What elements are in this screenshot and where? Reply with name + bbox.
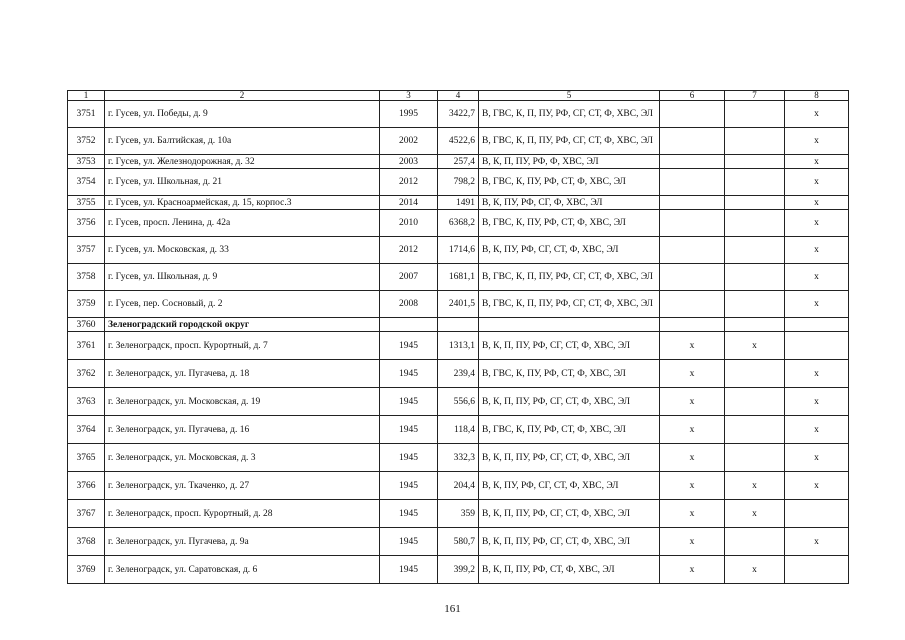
col8-cell: х: [785, 169, 849, 196]
systems-cell: В, К, ПУ, РФ, СГ, Ф, ХВС, ЭЛ: [479, 196, 660, 210]
col7-cell: [725, 360, 785, 388]
col8-cell: х: [785, 528, 849, 556]
systems-cell: В, ГВС, К, ПУ, РФ, СТ, Ф, ХВС, ЭЛ: [479, 169, 660, 196]
col7-cell: [725, 291, 785, 318]
row-number: 3769: [68, 556, 105, 584]
systems-cell: В, ГВС, К, П, ПУ, РФ, СГ, СТ, Ф, ХВС, ЭЛ: [479, 128, 660, 155]
systems-cell: В, ГВС, К, ПУ, РФ, СТ, Ф, ХВС, ЭЛ: [479, 416, 660, 444]
header-cell-1: 1: [68, 91, 105, 101]
table-row: [68, 291, 849, 318]
systems-cell: [479, 318, 660, 332]
address-cell: г. Зеленоградск, просп. Курортный, д. 28: [105, 500, 380, 528]
header-cell-4: 4: [438, 91, 479, 101]
year-cell: 2014: [380, 196, 438, 210]
row-number: 3763: [68, 388, 105, 416]
col7-cell: х: [725, 500, 785, 528]
header-row: [68, 91, 849, 101]
address-cell: г. Гусев, ул. Железнодорожная, д. 32: [105, 155, 380, 169]
address-cell: г. Гусев, ул. Балтийская, д. 10а: [105, 128, 380, 155]
row-number: 3756: [68, 210, 105, 237]
row-number: 3762: [68, 360, 105, 388]
row-number: 3766: [68, 472, 105, 500]
address-cell: г. Гусев, ул. Московская, д. 33: [105, 237, 380, 264]
header-cell-2: 2: [105, 91, 380, 101]
area-cell: 580,7: [438, 528, 479, 556]
address-cell: Зеленоградский городской округ: [105, 318, 380, 332]
col8-cell: х: [785, 360, 849, 388]
page-number: 161: [444, 603, 461, 615]
col6-cell: х: [660, 528, 725, 556]
systems-cell: В, К, П, ПУ, РФ, СГ, СТ, Ф, ХВС, ЭЛ: [479, 444, 660, 472]
table-row: [68, 472, 849, 500]
col7-cell: [725, 155, 785, 169]
area-cell: 1681,1: [438, 264, 479, 291]
systems-cell: В, К, П, ПУ, РФ, СГ, СТ, Ф, ХВС, ЭЛ: [479, 500, 660, 528]
table-row: [68, 416, 849, 444]
table-row: [68, 210, 849, 237]
col8-cell: х: [785, 291, 849, 318]
year-cell: 1945: [380, 444, 438, 472]
col7-cell: х: [725, 556, 785, 584]
row-number: 3759: [68, 291, 105, 318]
row-number: 3765: [68, 444, 105, 472]
col8-cell: [785, 318, 849, 332]
col6-cell: х: [660, 332, 725, 360]
area-cell: 798,2: [438, 169, 479, 196]
year-cell: 1945: [380, 528, 438, 556]
row-number: 3761: [68, 332, 105, 360]
section-row: [68, 318, 849, 332]
systems-cell: В, К, П, ПУ, РФ, СГ, СТ, Ф, ХВС, ЭЛ: [479, 528, 660, 556]
col6-cell: х: [660, 388, 725, 416]
area-cell: 4522,6: [438, 128, 479, 155]
area-cell: [438, 318, 479, 332]
col6-cell: [660, 128, 725, 155]
year-cell: 2002: [380, 128, 438, 155]
col7-cell: х: [725, 332, 785, 360]
area-cell: 257,4: [438, 155, 479, 169]
address-cell: г. Зеленоградск, ул. Московская, д. 19: [105, 388, 380, 416]
header-cell-5: 5: [479, 91, 660, 101]
area-cell: 359: [438, 500, 479, 528]
col8-cell: х: [785, 210, 849, 237]
systems-cell: В, К, ПУ, РФ, СГ, СТ, Ф, ХВС, ЭЛ: [479, 237, 660, 264]
row-number: 3751: [68, 101, 105, 128]
systems-cell: В, К, П, ПУ, РФ, СГ, СТ, Ф, ХВС, ЭЛ: [479, 332, 660, 360]
col7-cell: [725, 210, 785, 237]
year-cell: 1945: [380, 472, 438, 500]
year-cell: 2012: [380, 169, 438, 196]
table-row: [68, 528, 849, 556]
year-cell: 1945: [380, 416, 438, 444]
col6-cell: [660, 169, 725, 196]
col7-cell: х: [725, 472, 785, 500]
systems-cell: В, ГВС, К, ПУ, РФ, СТ, Ф, ХВС, ЭЛ: [479, 210, 660, 237]
col6-cell: х: [660, 556, 725, 584]
address-cell: г. Гусев, ул. Победы, д. 9: [105, 101, 380, 128]
col6-cell: [660, 196, 725, 210]
table-row: [68, 388, 849, 416]
table-row: [68, 128, 849, 155]
col6-cell: [660, 264, 725, 291]
table-row: [68, 196, 849, 210]
address-cell: г. Зеленоградск, ул. Саратовская, д. 6: [105, 556, 380, 584]
col8-cell: х: [785, 472, 849, 500]
area-cell: 239,4: [438, 360, 479, 388]
header-cell-6: 6: [660, 91, 725, 101]
row-number: 3755: [68, 196, 105, 210]
row-number: 3754: [68, 169, 105, 196]
row-number: 3767: [68, 500, 105, 528]
header-cell-3: 3: [380, 91, 438, 101]
row-number: 3757: [68, 237, 105, 264]
address-cell: г. Гусев, пер. Сосновый, д. 2: [105, 291, 380, 318]
col8-cell: х: [785, 416, 849, 444]
col8-cell: [785, 556, 849, 584]
address-cell: г. Гусев, просп. Ленина, д. 42а: [105, 210, 380, 237]
col6-cell: х: [660, 360, 725, 388]
area-cell: 3422,7: [438, 101, 479, 128]
year-cell: 1945: [380, 388, 438, 416]
year-cell: 1945: [380, 332, 438, 360]
address-cell: г. Зеленоградск, ул. Пугачева, д. 9а: [105, 528, 380, 556]
col8-cell: х: [785, 237, 849, 264]
systems-cell: В, ГВС, К, ПУ, РФ, СТ, Ф, ХВС, ЭЛ: [479, 360, 660, 388]
area-cell: 399,2: [438, 556, 479, 584]
row-number: 3760: [68, 318, 105, 332]
col6-cell: [660, 291, 725, 318]
table-row: [68, 101, 849, 128]
area-cell: 332,3: [438, 444, 479, 472]
header-cell-7: 7: [725, 91, 785, 101]
col7-cell: [725, 237, 785, 264]
address-cell: г. Зеленоградск, ул. Московская, д. 3: [105, 444, 380, 472]
row-number: 3752: [68, 128, 105, 155]
area-cell: 1313,1: [438, 332, 479, 360]
address-cell: г. Зеленоградск, ул. Пугачева, д. 16: [105, 416, 380, 444]
col7-cell: [725, 444, 785, 472]
col8-cell: [785, 500, 849, 528]
area-cell: 1491: [438, 196, 479, 210]
row-number: 3768: [68, 528, 105, 556]
address-cell: г. Зеленоградск, просп. Курортный, д. 7: [105, 332, 380, 360]
col7-cell: [725, 416, 785, 444]
systems-cell: В, ГВС, К, П, ПУ, РФ, СГ, СТ, Ф, ХВС, ЭЛ: [479, 264, 660, 291]
col8-cell: х: [785, 264, 849, 291]
col7-cell: [725, 388, 785, 416]
table-row: [68, 169, 849, 196]
col7-cell: [725, 528, 785, 556]
area-cell: 556,6: [438, 388, 479, 416]
area-cell: 118,4: [438, 416, 479, 444]
col6-cell: х: [660, 472, 725, 500]
col6-cell: [660, 237, 725, 264]
registry-table: [67, 90, 849, 584]
col6-cell: х: [660, 444, 725, 472]
year-cell: 2008: [380, 291, 438, 318]
col7-cell: [725, 169, 785, 196]
col8-cell: х: [785, 444, 849, 472]
year-cell: 2003: [380, 155, 438, 169]
col6-cell: [660, 318, 725, 332]
address-cell: г. Зеленоградск, ул. Ткаченко, д. 27: [105, 472, 380, 500]
table-row: [68, 556, 849, 584]
col8-cell: [785, 332, 849, 360]
area-cell: 204,4: [438, 472, 479, 500]
col6-cell: [660, 101, 725, 128]
col8-cell: х: [785, 196, 849, 210]
col7-cell: [725, 101, 785, 128]
table-row: [68, 155, 849, 169]
row-number: 3758: [68, 264, 105, 291]
systems-cell: В, ГВС, К, П, ПУ, РФ, СГ, СТ, Ф, ХВС, ЭЛ: [479, 101, 660, 128]
row-number: 3764: [68, 416, 105, 444]
col6-cell: [660, 155, 725, 169]
address-cell: г. Гусев, ул. Школьная, д. 21: [105, 169, 380, 196]
table-row: [68, 264, 849, 291]
year-cell: 1945: [380, 556, 438, 584]
address-cell: г. Гусев, ул. Красноармейская, д. 15, корпос.3: [105, 196, 380, 210]
col7-cell: [725, 318, 785, 332]
table-row: [68, 237, 849, 264]
systems-cell: В, К, П, ПУ, РФ, Ф, ХВС, ЭЛ: [479, 155, 660, 169]
systems-cell: В, К, ПУ, РФ, СГ, СТ, Ф, ХВС, ЭЛ: [479, 472, 660, 500]
area-cell: 1714,6: [438, 237, 479, 264]
col7-cell: [725, 264, 785, 291]
year-cell: 1995: [380, 101, 438, 128]
col8-cell: х: [785, 101, 849, 128]
systems-cell: В, К, П, ПУ, РФ, СГ, СТ, Ф, ХВС, ЭЛ: [479, 388, 660, 416]
year-cell: 1945: [380, 500, 438, 528]
area-cell: 6368,2: [438, 210, 479, 237]
address-cell: г. Зеленоградск, ул. Пугачева, д. 18: [105, 360, 380, 388]
col6-cell: х: [660, 500, 725, 528]
header-cell-8: 8: [785, 91, 849, 101]
col8-cell: х: [785, 128, 849, 155]
year-cell: 2007: [380, 264, 438, 291]
year-cell: [380, 318, 438, 332]
row-number: 3753: [68, 155, 105, 169]
table-row: [68, 332, 849, 360]
year-cell: 1945: [380, 360, 438, 388]
year-cell: 2010: [380, 210, 438, 237]
table-row: [68, 500, 849, 528]
address-cell: г. Гусев, ул. Школьная, д. 9: [105, 264, 380, 291]
year-cell: 2012: [380, 237, 438, 264]
systems-cell: В, К, П, ПУ, РФ, СТ, Ф, ХВС, ЭЛ: [479, 556, 660, 584]
area-cell: 2401,5: [438, 291, 479, 318]
col7-cell: [725, 196, 785, 210]
table-row: [68, 360, 849, 388]
col6-cell: [660, 210, 725, 237]
col7-cell: [725, 128, 785, 155]
col8-cell: х: [785, 388, 849, 416]
col8-cell: х: [785, 155, 849, 169]
table-row: [68, 444, 849, 472]
col6-cell: х: [660, 416, 725, 444]
systems-cell: В, ГВС, К, П, ПУ, РФ, СГ, СТ, Ф, ХВС, ЭЛ: [479, 291, 660, 318]
